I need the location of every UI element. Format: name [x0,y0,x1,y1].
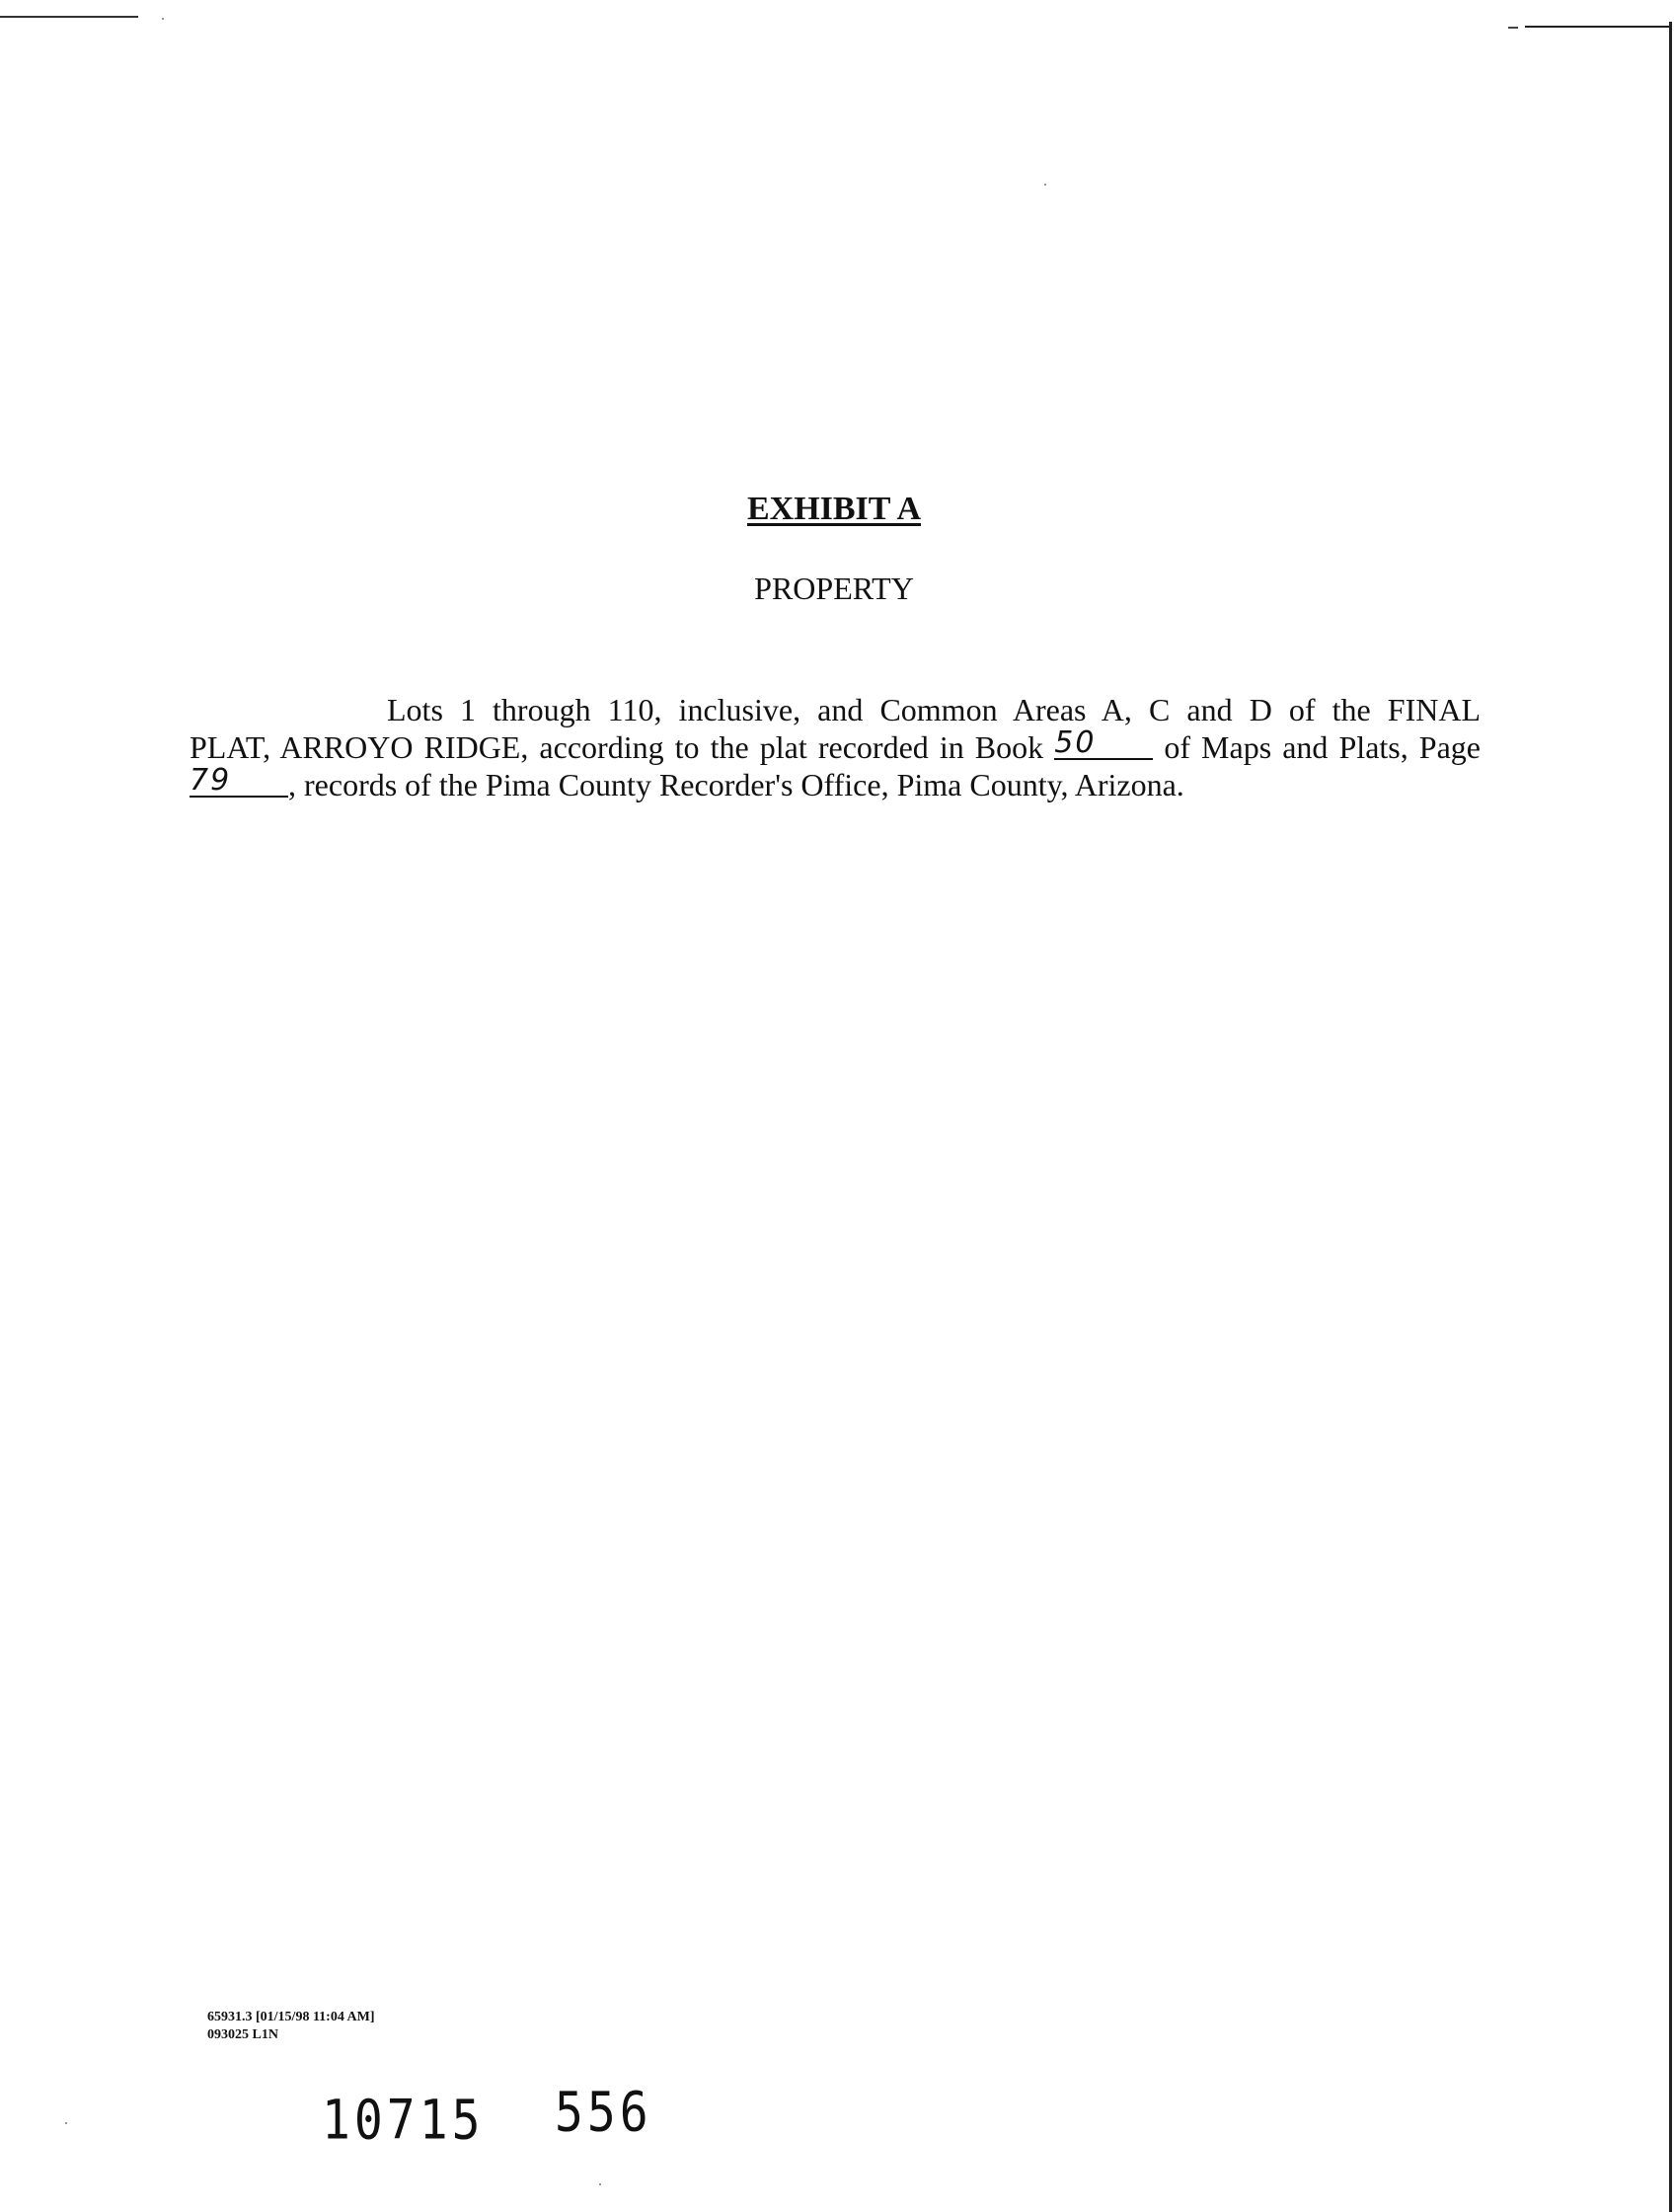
handwritten-page-number: 79 [190,763,232,798]
line1-text: Lots 1 through 110, inclusive, and Common Areas A, C and D of the FINAL [387,692,1481,727]
recording-page-stamp: 556 [555,2080,652,2145]
footer-ref-line-1: 65931.3 [01/15/98 11:04 AM] [207,2010,375,2024]
paragraph-line-3 [190,763,1481,803]
document-title [0,491,1668,528]
scan-artifact-line [1525,26,1669,28]
scan-speck [65,2122,67,2124]
scan-speck [1044,184,1046,186]
paragraph-line-1 [190,691,1481,728]
document-subtitle: PROPERTY [754,571,914,606]
handwritten-book-number: 50 [1054,725,1097,760]
scan-artifact-line [0,16,138,18]
scan-page-edge [1669,22,1672,2212]
property-description [190,691,1481,803]
page-number-blank [190,763,288,798]
recording-docket-stamp: 10715 [322,2088,485,2153]
document-reference-footer [207,2009,375,2044]
scan-artifact-dash [1508,27,1518,29]
scan-speck [162,18,164,20]
line2-after-text: of Maps and Plats, Page [1164,729,1482,765]
footer-ref-line-2: 093025 L1N [207,2027,278,2042]
book-number-blank [1054,725,1153,760]
title-text: EXHIBIT A [746,491,922,527]
line3-after-text: , records of the Pima County Recorder's Office, Pima County, Arizona. [288,767,1184,802]
line2-before-text: PLAT, ARROYO RIDGE, according to the plat recorded in Book [190,729,1044,765]
paragraph-line-2 [190,725,1482,766]
scan-speck [599,2183,601,2185]
